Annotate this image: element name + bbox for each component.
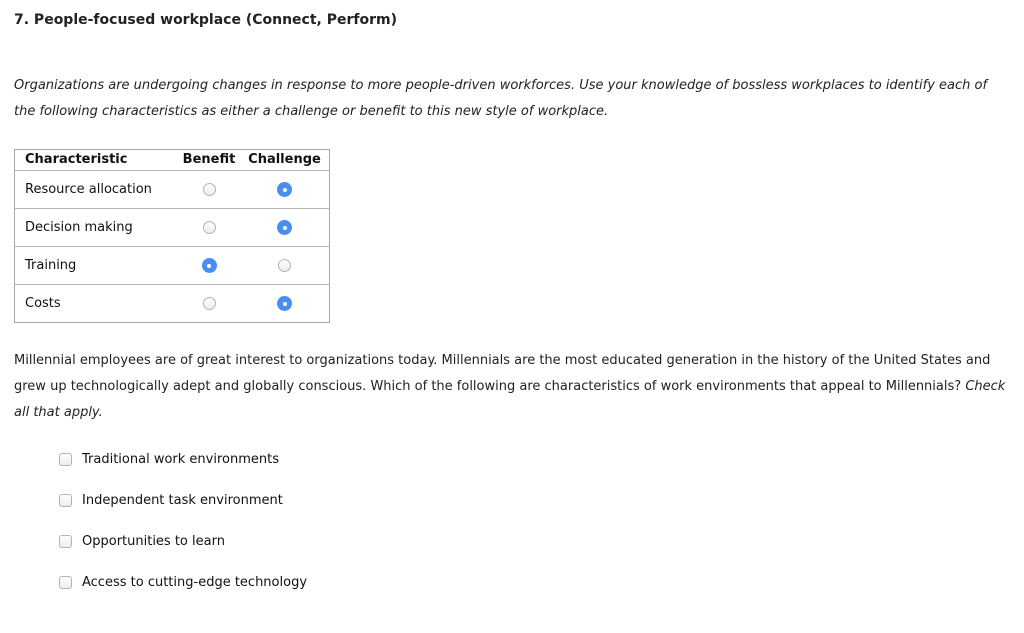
table-row [14,171,330,209]
option-label[interactable]: Opportunities to learn [82,534,225,549]
prompt-all-that-apply: all that apply. [14,405,103,420]
header-challenge: Challenge [245,149,330,171]
checkbox-opportunities-to-learn[interactable] [59,535,72,548]
question-instructions [14,73,1004,125]
radio-training-challenge[interactable] [278,259,291,272]
option-label[interactable]: Traditional work environments [82,452,279,467]
radio-costs-challenge[interactable] [277,296,292,311]
row-label-resource-allocation: Resource allocation [14,171,173,209]
prompt-line-2: grew up technologically adept and globally conscious. Which of the following are characteristics of work environments that appeal to Millennials? [14,379,962,394]
table-row [14,209,330,247]
radio-decision-making-challenge[interactable] [277,220,292,235]
header-characteristic: Characteristic [14,149,173,171]
instructions-line-1: Organizations are undergoing changes in response to more people-driven workforces. Use your knowledge of bossless workplaces to identify each of [14,78,988,93]
table-row [14,285,330,323]
row-label-decision-making: Decision making [14,209,173,247]
row-label-training: Training [14,247,173,285]
answer-checklist [59,450,307,614]
radio-decision-making-benefit[interactable] [203,221,216,234]
list-item [59,532,307,573]
prompt-line-1: Millennial employees are of great interest to organizations today. Millennials are the most educated generation in the history of the United States and [14,353,991,368]
characteristics-table [14,149,330,323]
list-item [59,573,307,614]
checkbox-access-to-cutting-edge-technology[interactable] [59,576,72,589]
checkbox-traditional-work-environments[interactable] [59,453,72,466]
list-item [59,450,307,491]
instructions-line-2: the following characteristics as either a challenge or benefit to this new style of workplace. [14,104,609,119]
table-row [14,247,330,285]
question-2-prompt [14,348,1014,426]
table-header-row [14,149,330,171]
option-label[interactable]: Independent task environment [82,493,283,508]
row-label-costs: Costs [14,285,173,323]
checkbox-independent-task-environment[interactable] [59,494,72,507]
radio-costs-benefit[interactable] [203,297,216,310]
radio-resource-allocation-benefit[interactable] [203,183,216,196]
list-item [59,491,307,532]
question-title: 7. People-focused workplace (Connect, Perform) [14,12,397,28]
radio-resource-allocation-challenge[interactable] [277,182,292,197]
header-benefit: Benefit [173,149,245,171]
radio-training-benefit[interactable] [202,258,217,273]
option-label[interactable]: Access to cutting-edge technology [82,575,308,590]
prompt-check-hint: Check [965,379,1006,394]
